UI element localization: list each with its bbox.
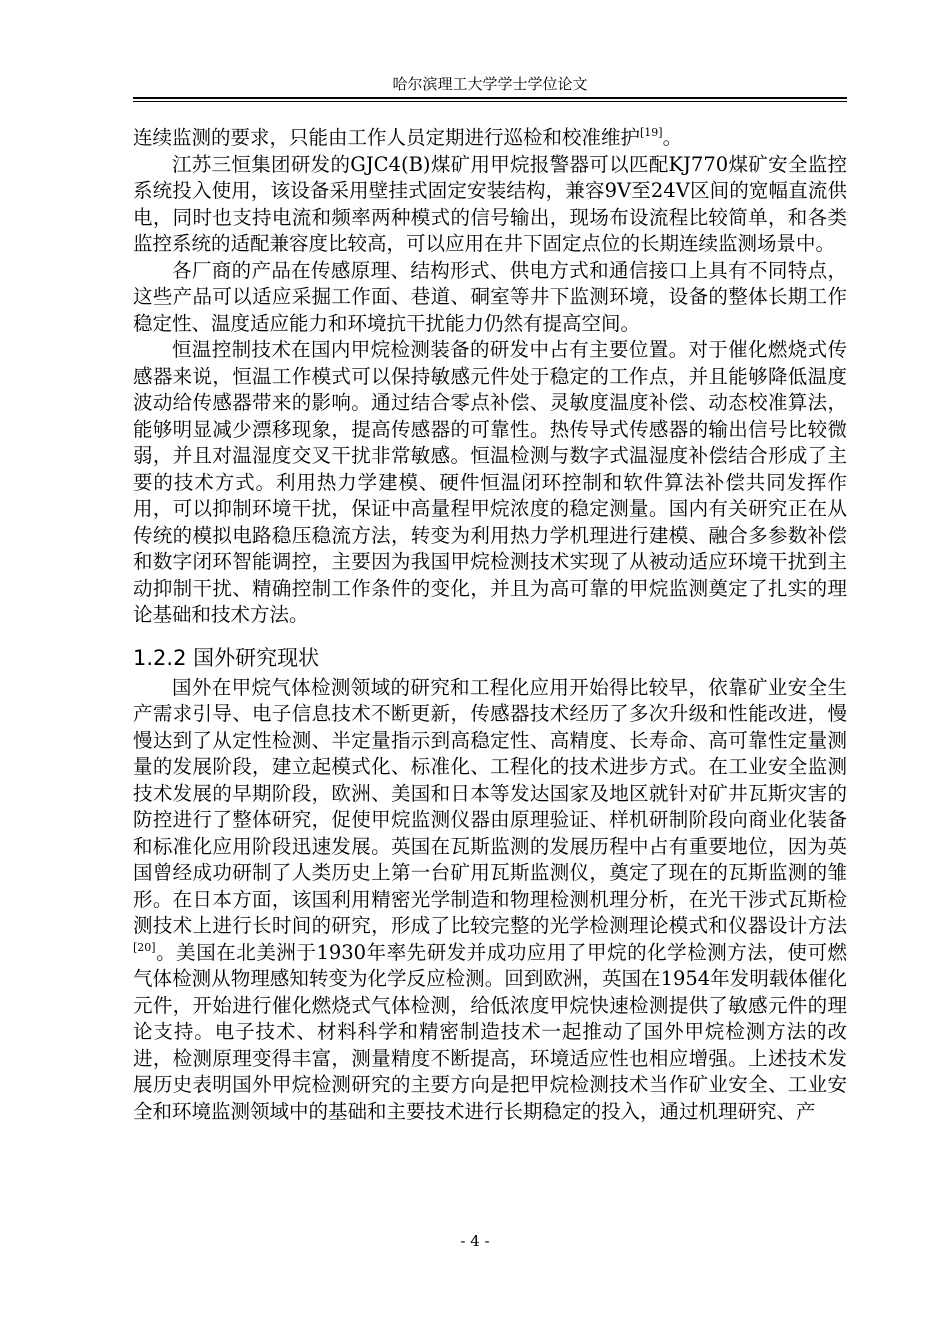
- paragraph-foreign-research: [133, 675, 847, 1126]
- citation-ref: [20]: [133, 940, 156, 954]
- paragraph-text: 国外在甲烷气体检测领域的研究和工程化应用开始得比较早，依靠矿业安全生产需求引导、电子信息技术不断更新，传感器技术经历了多次升级和性能改进，慢慢达到了从定性检测、半定量指示到高稳定性、高精度、长寿命、高可靠性定量测量的发展阶段，建立起模式化、标准化、工程化的技术进步方式。在工业安全监测技术发展的早期阶段，欧洲、美国和日本等发达国家及地区就针对矿井瓦斯灾害的防控进行了整体研究，促使甲烷监测仪器由原理验证、样机研制阶段向商业化装备和标准化应用阶段迅速发展。英国在瓦斯监测的发展历程中占有重要地位，因为英国曾经成功研制了人类历史上第一台矿用瓦斯监测仪，奠定了现在的瓦斯监测的雏形。在日本方面，该国利用精密光学制造和物理检测机理分析，在光干涉式瓦斯检测技术上进行长时间的研究，形成了比较完整的光学检测理论模式和仪器设计方法: [133, 675, 847, 937]
- paragraph-continuation: [133, 125, 847, 152]
- paragraph-sanheng: 江苏三恒集团研发的GJC4(B)煤矿用甲烷报警器可以匹配KJ770煤矿安全监控系统投入使用，该设备采用壁挂式固定安装结构，兼容9V至24V区间的宽幅直流供电，同时也支持电流和频率两种模式的信号输出，现场布设流程比较简单，和各类监控系统的适配兼容度比较高，可以应用在井下固定点位的长期连续监测场景中。: [133, 152, 847, 255]
- page-number: - 4 -: [460, 1232, 490, 1250]
- section-heading: 1.2.2 国外研究现状: [133, 645, 320, 670]
- paragraph-text-continued: 。美国在北美洲于1930年率先研发并成功应用了甲烷的化学检测方法，使可燃气体检测从物理感知转变为化学反应检测。回到欧洲，英国在1954年发明载体催化元件，开始进行催化燃烧式气体检测，给低浓度甲烷快速检测提供了敏感元件的理论支持。电子技术、材料科学和精密制造技术一起推动了国外甲烷检测方法的改进，检测原理变得丰富，测量精度不断提高，环境适应性也相应增强。上述技术发展历史表明国外甲烷检测研究的主要方向是把甲烷检测技术当作矿业安全、工业安全和环境监测领域中的基础和主要技术进行长期稳定的投入，通过机理研究、产: [133, 940, 847, 1123]
- running-header: 哈尔滨理工大学学士学位论文: [392, 75, 588, 93]
- paragraph-thermostatic: 恒温控制技术在国内甲烷检测装备的研发中占有主要位置。对于催化燃烧式传感器来说，恒温工作模式可以保持敏感元件处于稳定的工作点，并且能够降低温度波动给传感器带来的影响。通过结合零点补偿、灵敏度温度补偿、动态校准算法，能够明显减少漂移现象，提高传感器的可靠性。热传导式传感器的输出信号比较微弱，并且对温湿度交叉干扰非常敏感。恒温检测与数字式温湿度补偿结合形成了主要的技术方式。利用热力学建模、硬件恒温闭环控制和软件算法补偿共同发挥作用，可以抑制环境干扰，保证中高量程甲烷浓度的稳定测量。国内有关研究正在从传统的模拟电路稳压稳流方法，转变为利用热力学机理进行建模、融合多参数补偿和数字闭环智能调控，主要因为我国甲烷检测技术实现了从被动适应环境干扰到主动抑制干扰、精确控制工作条件的变化，并且为高可靠的甲烷监测奠定了扎实的理论基础和技术方法。: [133, 338, 847, 626]
- page-body: [133, 125, 847, 1125]
- header-rule: [133, 97, 847, 102]
- paragraph-text: 连续监测的要求，只能由工作人员定期进行巡检和校准维护: [133, 126, 641, 149]
- citation-ref: [19]: [640, 126, 663, 139]
- paragraph-manufacturers: 各厂商的产品在传感原理、结构形式、供电方式和通信接口上具有不同特点，这些产品可以适应采掘工作面、巷道、硐室等井下监测环境，设备的整体长期工作稳定性、温度适应能力和环境抗干扰能力仍然有提高空间。: [133, 258, 847, 335]
- paragraph-tail: 。: [662, 126, 683, 149]
